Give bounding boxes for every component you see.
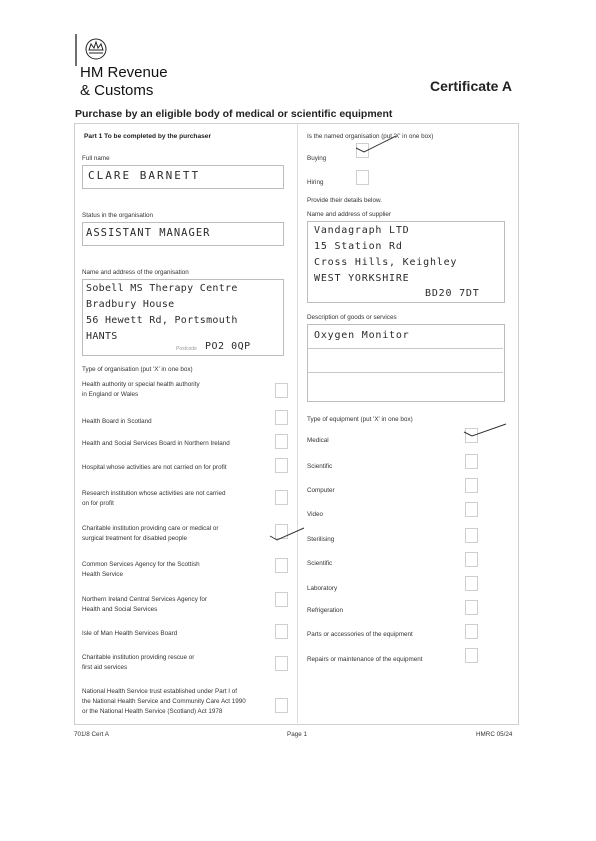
description-rule [307,348,503,349]
org-type-checkbox-5[interactable] [275,490,288,505]
postcode-caption: Postcode [176,346,197,352]
footer-page-number: Page 1 [287,731,307,738]
org-type-checkbox-7[interactable] [275,558,288,573]
org-postcode: PO2 0QP [205,341,251,352]
equipment-label: Video [307,511,323,518]
org-address-line: Sobell MS Therapy Centre [86,283,238,294]
org-type-label-2: Health Board in Scotland [82,418,152,425]
checkmark-icon [350,134,400,156]
org-type-label-4: Hospital whose activities are not carried on for profit [82,464,227,471]
checkmark-icon [268,524,308,544]
org-type-label-5b: on for profit [82,500,114,507]
equipment-type-label: Type of equipment (put 'X' in one box) [307,416,413,423]
hiring-checkbox[interactable] [356,170,369,185]
equipment-checkbox-repairs[interactable] [465,648,478,663]
full-name-label: Full name [82,155,110,162]
org-type-label-7b: Health Service [82,571,123,578]
status-value: ASSISTANT MANAGER [86,227,211,239]
org-type-label-11b: the National Health Service and Community Care Act 1990 [82,698,246,705]
equipment-checkbox-parts[interactable] [465,624,478,639]
org-type-label-6: Charitable institution providing care or medical or [82,525,219,532]
org-type-checkbox-11[interactable] [275,698,288,713]
org-name-line1: HM Revenue [80,64,168,81]
org-type-label-3: Health and Social Services Board in Northern Ireland [82,440,230,447]
org-type-label-5: Research institution whose activities are not carried [82,490,226,497]
footer-version: HMRC 05/24 [476,731,513,738]
equipment-label: Medical [307,437,329,444]
org-type-label-1: Health authority or special health authority [82,381,200,388]
supplier-line: 15 Station Rd [314,241,403,252]
org-type-label: Type of organisation (put 'X' in one box) [82,366,193,373]
equipment-checkbox-laboratory[interactable] [465,576,478,591]
description-value: Oxygen Monitor [314,330,410,341]
equipment-label: Scientific [307,463,333,470]
equipment-checkbox-scientific-2[interactable] [465,552,478,567]
buying-label: Buying [307,155,327,162]
org-name-line2: & Customs [80,82,154,99]
part1-heading: Part 1 To be completed by the purchaser [84,133,212,140]
equipment-label: Refrigeration [307,607,344,614]
footer-form-ref: 701/8 Cert A [74,731,110,738]
checkmark-icon [462,420,510,440]
supplier-line: WEST YORKSHIRE [314,273,410,284]
org-type-checkbox-2[interactable] [275,410,288,425]
supplier-label: Name and address of supplier [307,211,392,218]
org-type-checkbox-9[interactable] [275,624,288,639]
org-address-line: Bradbury House [86,299,175,310]
org-type-label-8: Northern Ireland Central Services Agency for [82,596,207,603]
equipment-label: Repairs or maintenance of the equipment [307,656,423,663]
equipment-label: Sterilising [307,536,335,543]
hiring-label: Hiring [307,179,324,186]
form-title: Purchase by an eligible body of medical or scientific equipment [75,108,393,120]
org-type-label-10: Charitable institution providing rescue or [82,654,195,661]
org-type-label-6b: surgical treatment for disabled people [82,535,188,542]
supplier-line: Vandagraph LTD [314,225,410,236]
org-type-checkbox-4[interactable] [275,458,288,473]
equipment-checkbox-sterilising[interactable] [465,528,478,543]
equipment-checkbox-computer[interactable] [465,478,478,493]
org-type-label-8b: Health and Social Services [82,606,158,613]
org-type-label-7: Common Services Agency for the Scottish [82,561,200,568]
equipment-label: Scientific [307,560,333,567]
column-divider [297,123,298,723]
org-type-checkbox-10[interactable] [275,656,288,671]
org-type-checkbox-8[interactable] [275,592,288,607]
org-type-label-11c: or the National Health Service (Scotland) Act 1978 [82,708,223,715]
certificate-title: Certificate A [430,78,512,94]
crest-logo [74,34,116,66]
supplier-line: Cross Hills, Keighley [314,257,458,268]
org-type-checkbox-1[interactable] [275,383,288,398]
named-org-label: Is the named organisation (put 'X' in one box) [307,133,434,140]
provide-details-text: Provide their details below. [307,197,382,204]
equipment-checkbox-scientific[interactable] [465,454,478,469]
org-address-label: Name and address of the organisation [82,269,189,276]
org-address-line: HANTS [86,331,118,342]
equipment-label: Laboratory [307,585,338,592]
supplier-postcode: BD20 7DT [425,288,480,299]
description-rule [307,372,503,373]
org-type-checkbox-3[interactable] [275,434,288,449]
org-type-label-1b: in England or Wales [82,391,139,398]
equipment-label: Computer [307,487,335,494]
equipment-checkbox-refrigeration[interactable] [465,600,478,615]
org-address-line: 56 Hewett Rd, Portsmouth [86,315,238,326]
org-type-label-11: National Health Service trust established under Part I of [82,688,238,695]
org-type-label-10b: first aid services [82,664,128,671]
equipment-label: Parts or accessories of the equipment [307,631,413,638]
description-label: Description of goods or services [307,314,397,321]
org-type-label-9: Isle of Man Health Services Board [82,630,178,637]
status-label: Status in the organisation [82,212,154,219]
full-name-value: CLARE BARNETT [88,169,201,182]
equipment-checkbox-video[interactable] [465,502,478,517]
